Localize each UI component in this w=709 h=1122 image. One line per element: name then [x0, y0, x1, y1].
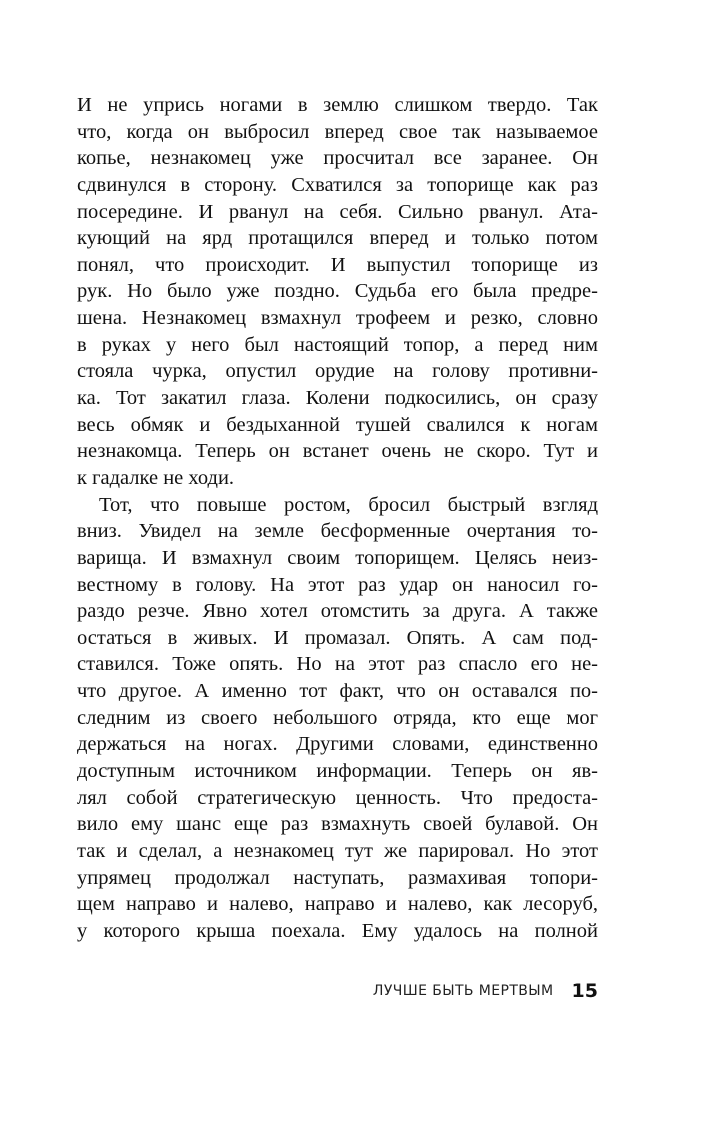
text-line: что другое. А именно тот факт, что он оставался по- [77, 680, 598, 703]
text-line: упрямец продолжал наступать, размахивая топори- [77, 866, 598, 889]
text-line: Тот, что повыше ростом, бросил быстрый взгляд [99, 493, 598, 516]
text-line: так и сделал, а незнакомец тут же парировал. Но этот [77, 839, 598, 862]
body-text [77, 92, 598, 945]
text-line: стояла чурка, опустил орудие на голову противни- [77, 360, 598, 383]
text-line: И не упрись ногами в землю слишком твердо. Так [77, 94, 598, 116]
text-line: весь обмяк и бездыханной тушей свалился к ногам [77, 413, 598, 436]
text-line: копье, незнакомец уже просчитал все заранее. Он [77, 147, 598, 170]
text-line: сдвинулся в сторону. Схватился за топорище как раз [77, 173, 598, 196]
text-line: доступным источником информации. Теперь он яв- [77, 760, 598, 783]
text-line: понял, что происходит. И выпустил топорище из [77, 253, 598, 276]
text-line: раздо резче. Явно хотел отомстить за друга. А также [77, 600, 598, 623]
running-title: ЛУЧШЕ БЫТЬ МЕРТВЫМ [372, 983, 554, 999]
page-footer [330, 978, 598, 1004]
text-line: ставился. Тоже опять. Но на этот раз спасло его не- [77, 653, 598, 676]
text-line: незнакомца. Теперь он встанет очень не скоро. Тут и [77, 440, 598, 463]
text-line: остаться в живых. И промазал. Опять. А сам под- [77, 626, 598, 649]
text-line: к гадалке не ходи. [77, 466, 235, 489]
text-line: щем направо и налево, направо и налево, как лесоруб, [77, 893, 598, 916]
text-line: кующий на ярд протащился вперед и только потом [77, 227, 598, 250]
text-line: держаться на ногах. Другими словами, единственно [77, 733, 598, 756]
text-line: посередине. И рванул на себя. Сильно рванул. Ата- [77, 200, 598, 223]
text-line: вило ему шанс еще раз взмахнуть своей булавой. Он [77, 813, 598, 836]
text-line: следним из своего небольшого отряда, кто еще мог [77, 706, 598, 729]
text-line: у которого крыша поехала. Ему удалось на полной [77, 919, 598, 942]
text-line: шена. Незнакомец взмахнул трофеем и резко, словно [77, 307, 598, 330]
text-line: ка. Тот закатил глаза. Колени подкосились, он сразу [77, 387, 598, 410]
text-line: вестному в голову. На этот раз удар он наносил го- [77, 573, 598, 596]
page-number: 15 [571, 980, 598, 1002]
text-line: вниз. Увидел на земле бесформенные очертания то- [77, 520, 598, 543]
text-line: варища. И взмахнул своим топорищем. Целясь неиз- [77, 546, 598, 569]
text-line: лял собой стратегическую ценность. Что предоста- [77, 786, 598, 809]
text-line: что, когда он выбросил вперед свое так называемое [77, 120, 598, 143]
text-line: в руках у него был настоящий топор, а перед ним [77, 333, 598, 356]
text-line: рук. Но было уже поздно. Судьба его была предре- [77, 280, 598, 303]
